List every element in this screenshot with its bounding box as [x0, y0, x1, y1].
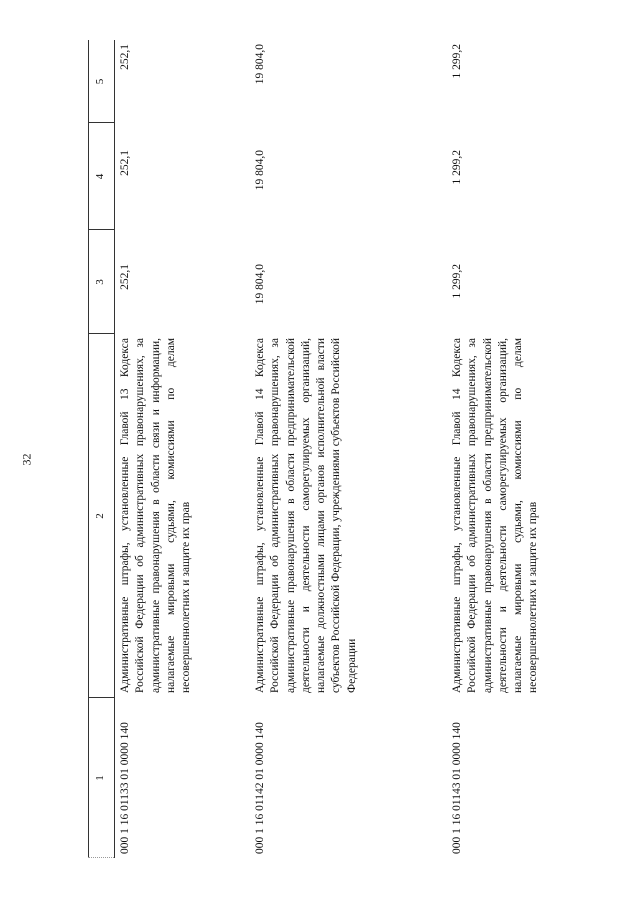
header-bottom-border	[114, 40, 115, 858]
header-col-5: 5	[94, 78, 106, 85]
budget-code: 000 1 16 01143 01 0000 140	[451, 722, 463, 854]
value-col-4: 19 804,0	[254, 150, 266, 191]
page-number: 32	[19, 453, 34, 466]
revenue-table	[88, 40, 588, 858]
budget-code: 000 1 16 01133 01 0000 140	[119, 722, 131, 854]
value-col-4: 252,1	[119, 150, 131, 176]
table-top-border	[88, 40, 89, 858]
table-grid	[88, 40, 588, 858]
value-col-5: 252,1	[119, 44, 131, 70]
header-col-1: 1	[94, 775, 106, 781]
value-col-5: 1 299,2	[451, 44, 463, 79]
header-col-4: 4	[94, 173, 106, 180]
budget-code: 000 1 16 01142 01 0000 140	[254, 722, 266, 854]
value-col-3: 252,1	[119, 264, 131, 290]
value-col-5: 19 804,0	[254, 44, 266, 85]
revenue-description: Административные штрафы, установленные Главой 13 Кодекса Российской Федерации об административных правонарушениях, за административные правонарушения в области связи и информации, налагаемые мировыми судьями, комиссиями по делам несовершеннолетних и защите их прав	[119, 338, 193, 693]
header-col-3: 3	[94, 279, 106, 285]
header-col-2: 2	[94, 513, 106, 519]
value-col-3: 1 299,2	[451, 264, 463, 299]
value-col-3: 19 804,0	[254, 264, 266, 305]
revenue-description: Административные штрафы, установленные Главой 14 Кодекса Российской Федерации об административных правонарушениях, за административные правонарушения в области предпринимательской деятельности и деятельности саморегулируемых организаций, налагаемые должностными лицами органов исполнительной власти субъектов Российской Федерации, учреждениями субъектов Российской Федерации	[254, 338, 358, 693]
value-col-4: 1 299,2	[451, 150, 463, 185]
revenue-description: Административные штрафы, установленные Главой 14 Кодекса Российской Федерации об административных правонарушениях, за административные правонарушения в области предпринимательской деятельности и деятельности саморегулируемых организаций, налагаемые мировыми судьями, комиссиями по делам несовершеннолетних и защите их прав	[451, 338, 540, 693]
